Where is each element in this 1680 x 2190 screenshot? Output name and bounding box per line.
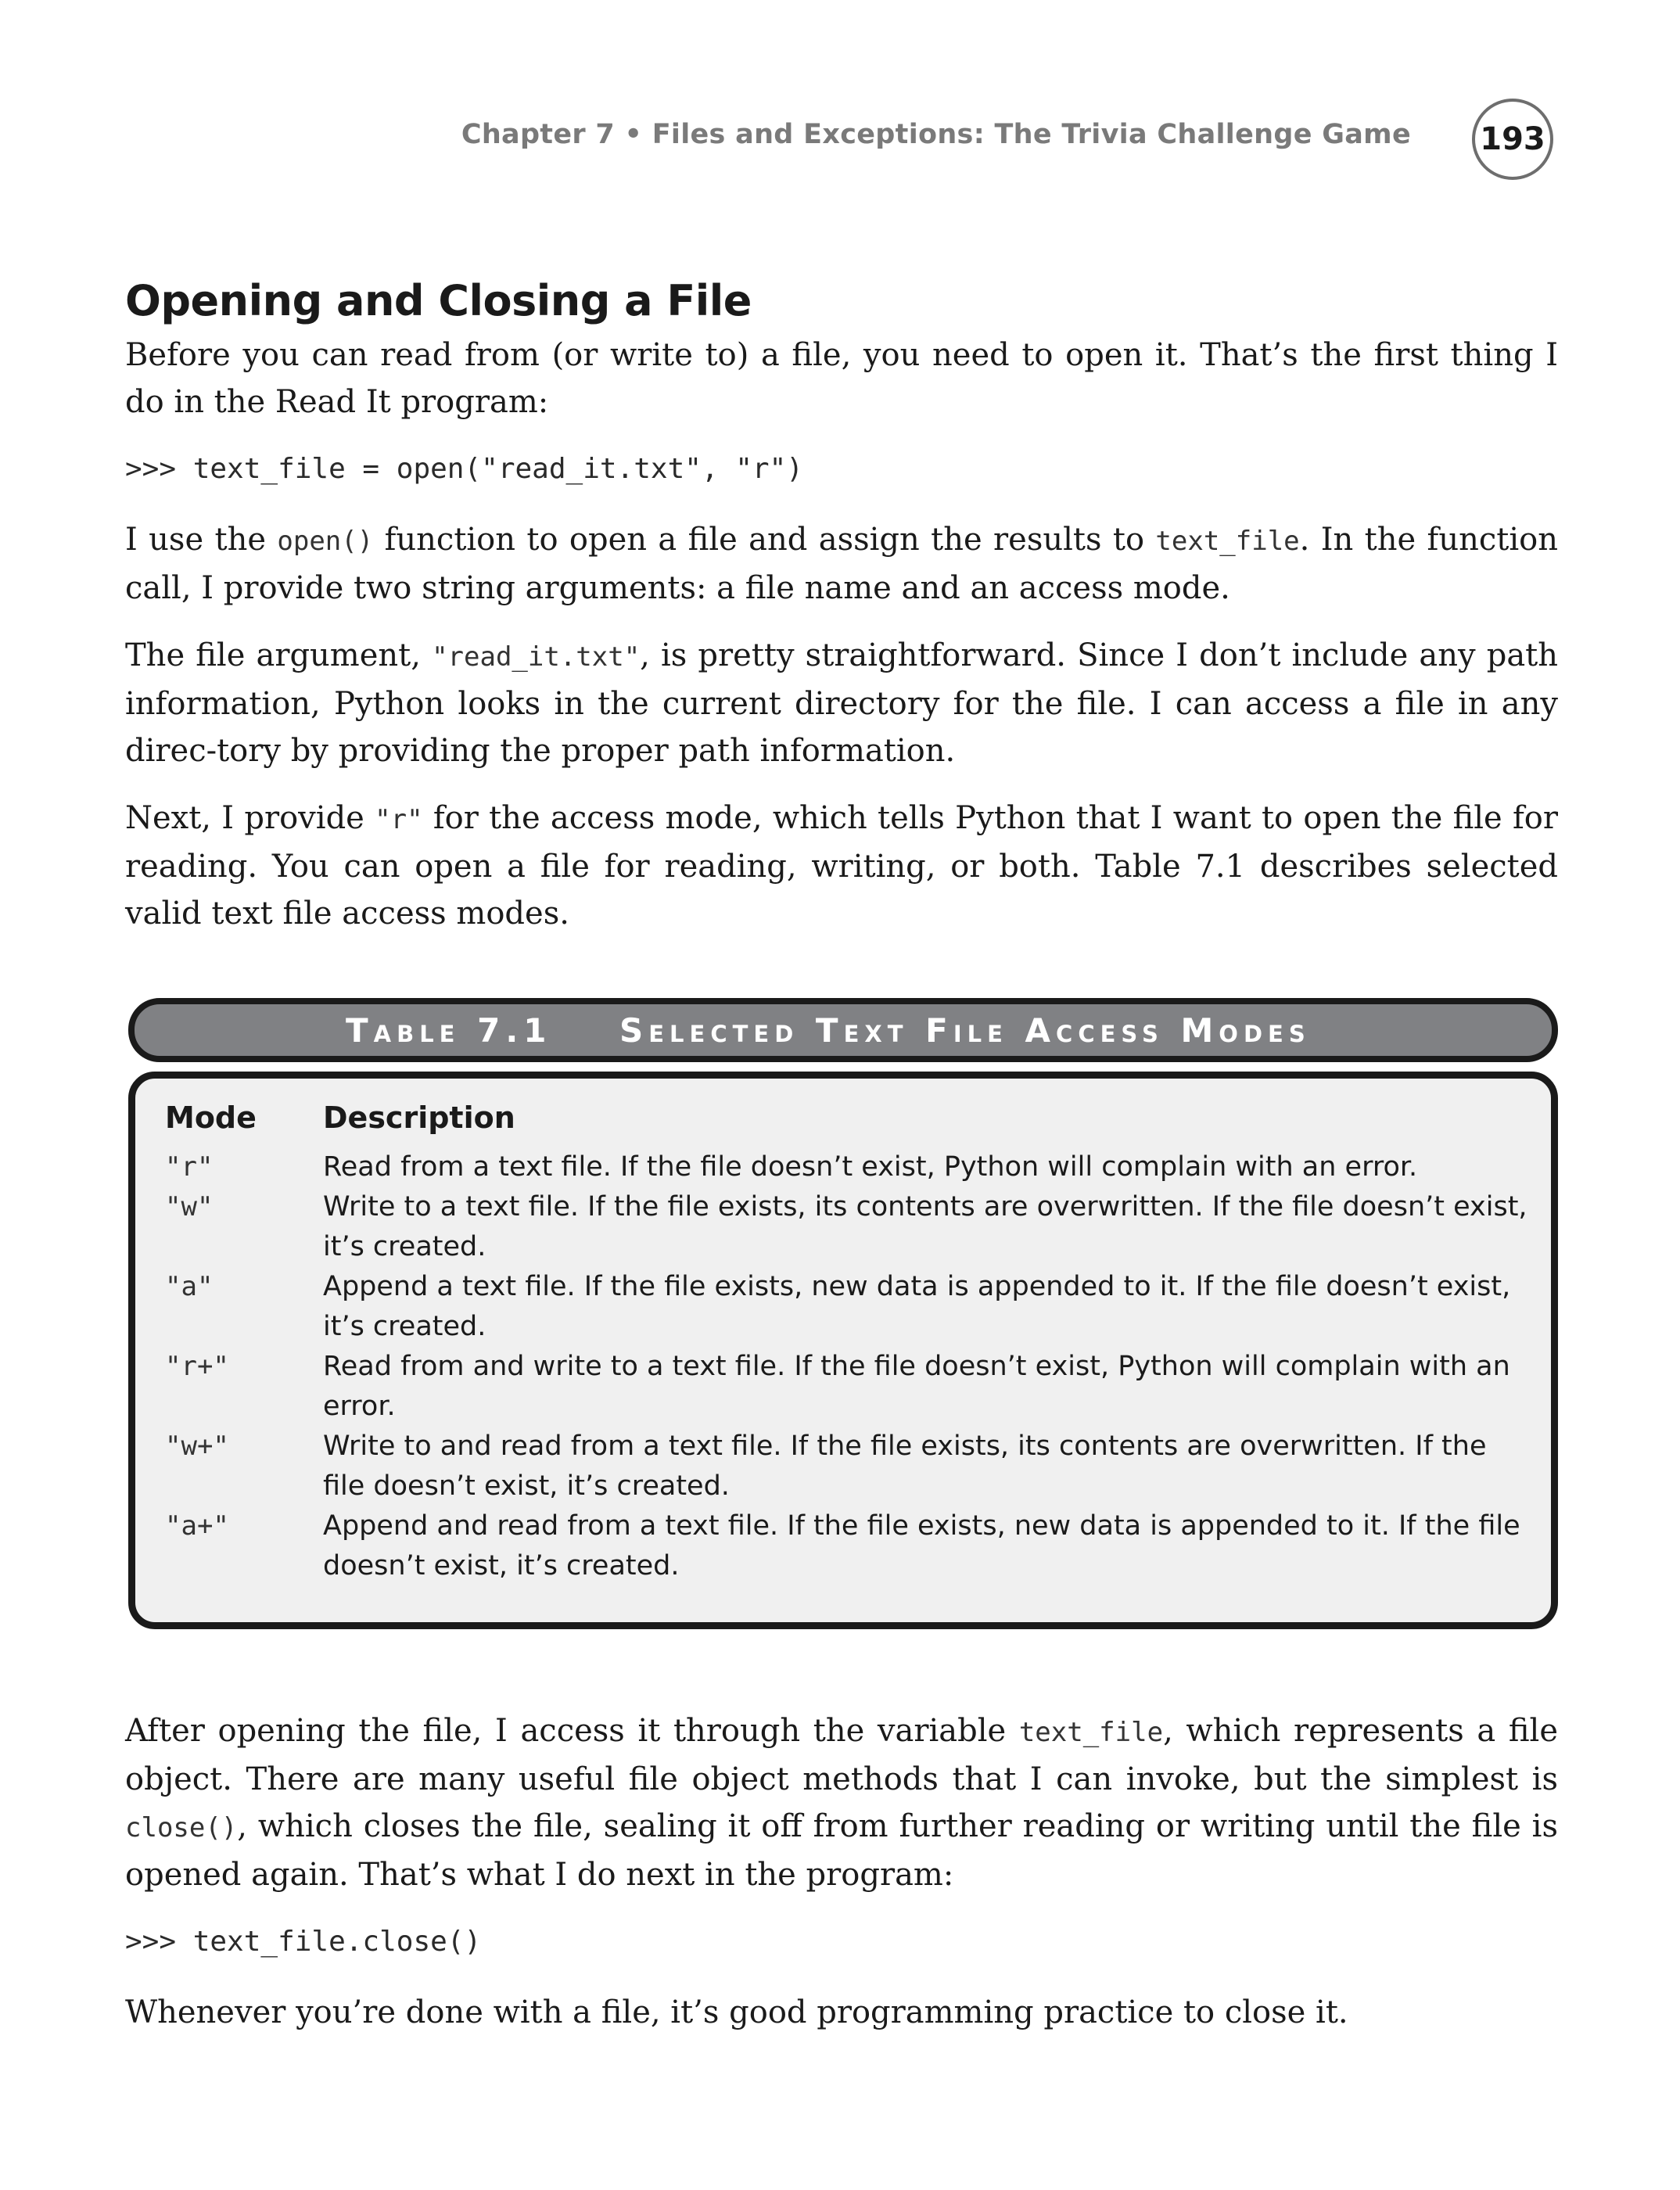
table-row <box>165 1267 1527 1347</box>
mode-cell: "a+" <box>165 1510 229 1542</box>
table-row <box>165 1147 1527 1187</box>
paragraph-intro: Before you can read from (or write to) a file, you need to open it. That’s the first thing I do in the Read It program: <box>125 337 1558 420</box>
column-header-mode: Mode <box>165 1100 257 1135</box>
text-run: function to open a file and assign the results to <box>373 522 1156 558</box>
text-run: for the access mode, which tells Python that I want to open the file for reading. You can open a file for reading, writing, or both. Table 7.1 describes selected valid text file access modes. <box>125 800 1558 932</box>
table-label: Table 7.1 <box>346 1011 552 1050</box>
description-cell: Read from a text file. If the file doesn’t exist, Python will complain with an error. <box>323 1151 1418 1183</box>
text-run: After opening the file, I access it through the variable <box>125 1713 1019 1749</box>
table-row <box>165 1427 1527 1506</box>
code-close-file: >>> text_file.close() <box>125 1926 482 1958</box>
text-run: , which represents a file object. There are many useful file object methods that I can invoke, but the simplest is <box>125 1713 1559 1797</box>
paragraph-file-object <box>125 1707 1558 1898</box>
inline-code: close() <box>125 1812 238 1844</box>
inline-code: open() <box>277 526 374 557</box>
mode-cell: "r+" <box>165 1351 229 1382</box>
text-run: . In the function call, I provide two string arguments: a file name and an access mode. <box>125 522 1558 606</box>
paragraph-file-argument <box>125 632 1558 774</box>
table-row <box>165 1506 1527 1586</box>
table-title: Selected Text File Access Modes <box>619 1011 1311 1050</box>
text-run: , is pretty straightforward. Since I don’t include any path information, Python looks in the current directory for the file. I can access a file in any direc-tory by providing the proper path information. <box>125 637 1558 769</box>
description-cell: Read from and write to a text file. If the file doesn’t exist, Python will complain with an error. <box>323 1351 1510 1422</box>
table-row <box>165 1187 1527 1267</box>
mode-cell: "w" <box>165 1191 214 1222</box>
table-row <box>165 1347 1527 1427</box>
text-run: Next, I provide <box>125 800 375 836</box>
page-body <box>125 274 1558 2056</box>
column-header-description: Description <box>323 1100 515 1135</box>
text-run: The file argument, <box>125 637 433 673</box>
paragraph-access-mode <box>125 795 1558 937</box>
text-run: , which closes the file, sealing it off from further reading or writing until the file is opened again. That’s what I do next in the program: <box>125 1808 1558 1893</box>
section-title: Opening and Closing a File <box>125 276 752 325</box>
access-modes-table <box>128 998 1558 1629</box>
code-open-file: >>> text_file = open("read_it.txt", "r") <box>125 453 803 485</box>
description-cell: Write to and read from a text file. If the file exists, its contents are overwritten. If the file doesn’t exist, it’s created. <box>323 1431 1487 1502</box>
inline-code: "read_it.txt" <box>432 641 641 673</box>
inline-code: "r" <box>375 804 423 835</box>
mode-cell: "r" <box>165 1151 214 1183</box>
description-cell: Append and read from a text file. If the file exists, new data is appended to it. If the file doesn’t exist, it’s created. <box>323 1510 1520 1581</box>
mode-cell: "w+" <box>165 1431 229 1462</box>
description-cell: Write to a text file. If the file exists, its contents are overwritten. If the file doesn’t exist, it’s created. <box>323 1191 1527 1262</box>
paragraph-closing: Whenever you’re done with a file, it’s good programming practice to close it. <box>125 1994 1348 2030</box>
description-cell: Append a text file. If the file exists, new data is appended to it. If the file doesn’t exist, it’s created. <box>323 1271 1511 1342</box>
page-number: 193 <box>1472 99 1553 180</box>
table-body <box>128 1072 1558 1629</box>
inline-code: text_file <box>1155 526 1300 557</box>
table-caption <box>128 998 1558 1062</box>
running-head: Chapter 7 • Files and Exceptions: The Trivia Challenge Game <box>461 119 1411 150</box>
inline-code: text_file <box>1018 1717 1164 1748</box>
paragraph-open-function <box>125 516 1558 612</box>
text-run: I use the <box>125 522 278 558</box>
mode-cell: "a" <box>165 1271 214 1302</box>
table-header-row <box>165 1096 1527 1140</box>
